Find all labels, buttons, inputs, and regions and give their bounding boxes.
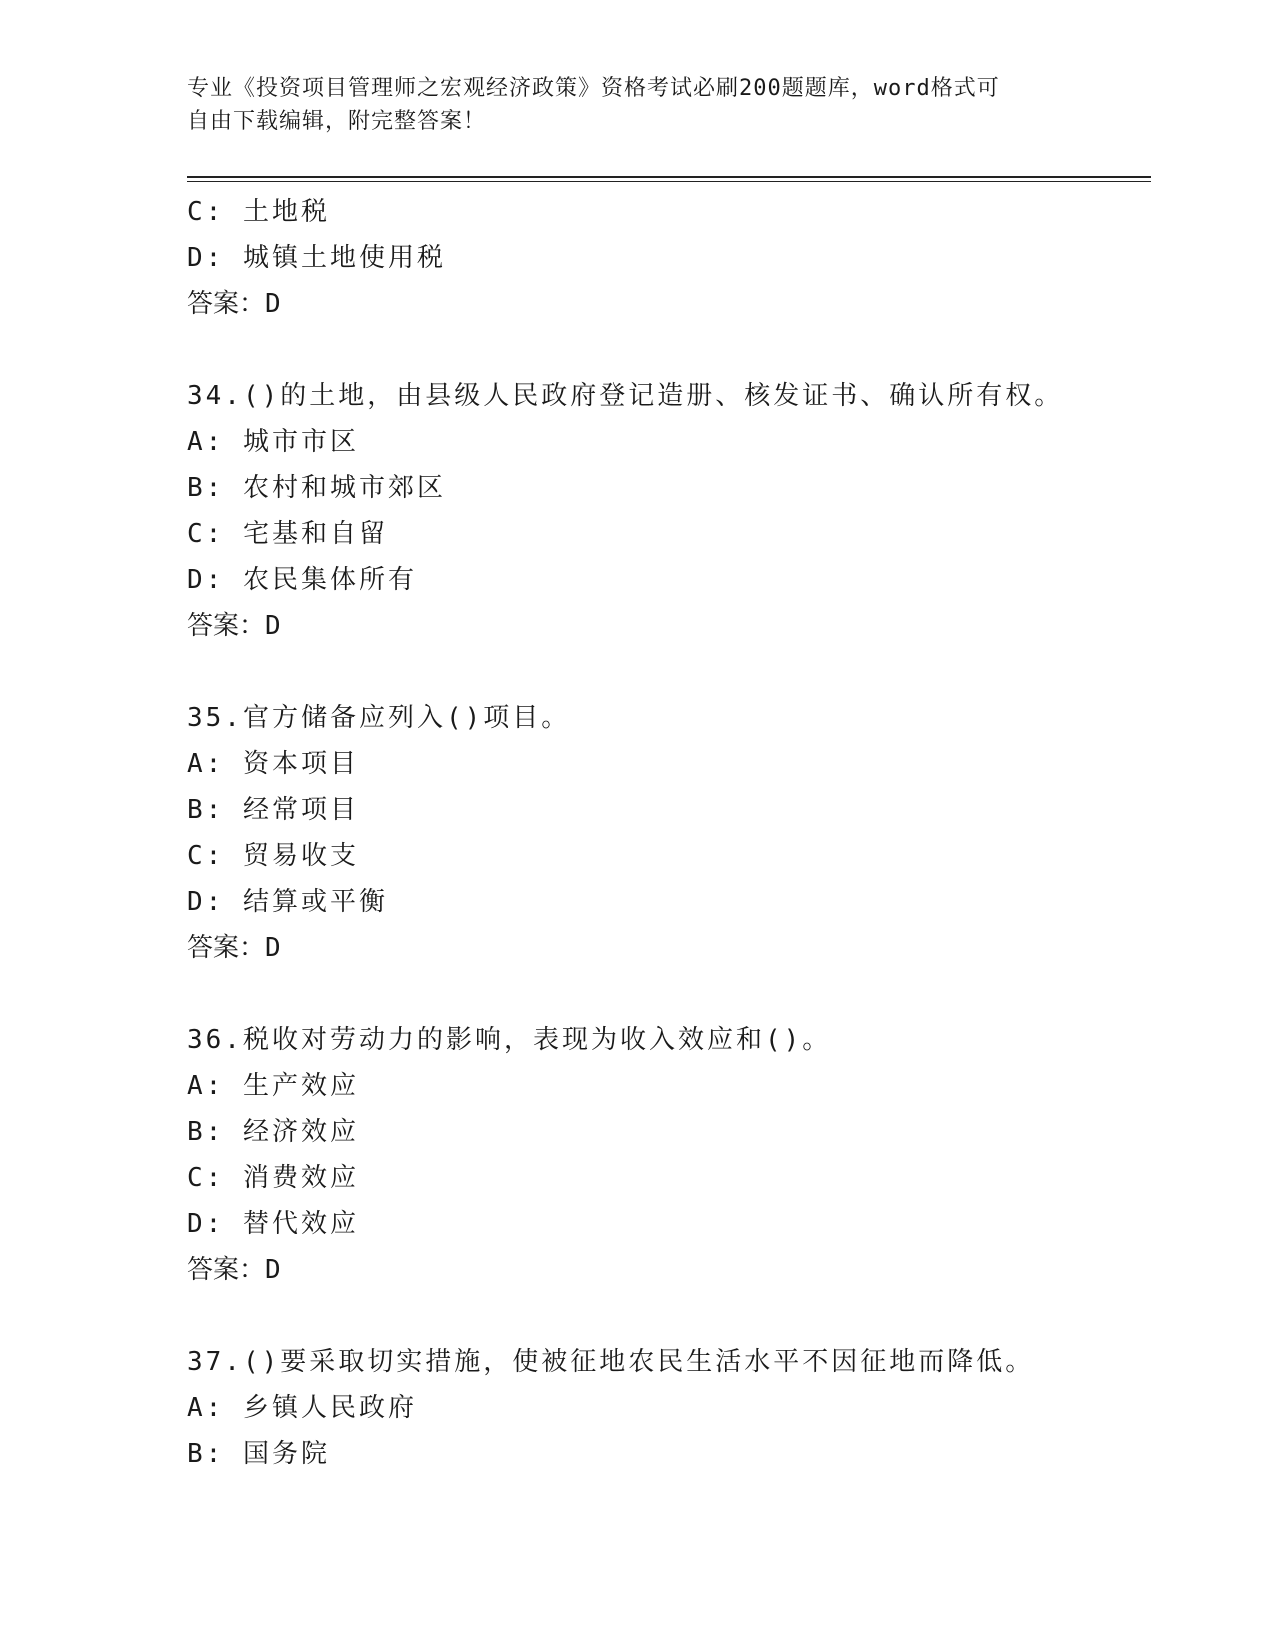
answer-value: D	[265, 1255, 281, 1285]
answer-value: D	[265, 611, 281, 641]
header-divider-thick	[187, 176, 1151, 178]
option-b: B: 经常项目	[187, 795, 359, 825]
option-a: A: 生产效应	[187, 1071, 359, 1101]
question-text: 35.官方储备应列入()项目。	[187, 703, 571, 733]
option-c: C: 土地税	[187, 197, 330, 227]
answer-line	[187, 603, 1151, 649]
question-list	[187, 189, 1151, 1477]
answer-line	[187, 1247, 1151, 1293]
question-33-continuation	[187, 189, 1151, 327]
question-34	[187, 373, 1151, 649]
option-a: A: 乡镇人民政府	[187, 1393, 417, 1423]
option-d: D: 城镇土地使用税	[187, 243, 446, 273]
answer-line	[187, 281, 1151, 327]
answer-value: D	[265, 933, 281, 963]
option-a: A: 资本项目	[187, 749, 359, 779]
option-c: C: 宅基和自留	[187, 519, 388, 549]
option-a: A: 城市市区	[187, 427, 359, 457]
option-d: D: 结算或平衡	[187, 887, 388, 917]
header-line-1: 专业《投资项目管理师之宏观经济政策》资格考试必刷200题题库，word格式可	[187, 76, 1000, 101]
answer-label: 答案：	[187, 289, 266, 319]
question-text: 36.税收对劳动力的影响，表现为收入效应和()。	[187, 1025, 832, 1055]
question-text: 37.()要采取切实措施，使被征地农民生活水平不因征地而降低。	[187, 1347, 1035, 1377]
option-c: C: 贸易收支	[187, 841, 359, 871]
option-c: C: 消费效应	[187, 1163, 359, 1193]
option-b: B: 农村和城市郊区	[187, 473, 446, 503]
answer-label: 答案：	[187, 933, 266, 963]
answer-label: 答案：	[187, 611, 266, 641]
option-d: D: 替代效应	[187, 1209, 359, 1239]
header-line-2: 自由下载编辑，附完整答案！	[187, 109, 487, 134]
option-b: B: 经济效应	[187, 1117, 359, 1147]
header-divider-thin	[187, 181, 1151, 182]
question-text: 34.()的土地，由县级人民政府登记造册、核发证书、确认所有权。	[187, 381, 1064, 411]
question-37	[187, 1339, 1151, 1477]
document-header	[187, 72, 1087, 138]
option-b: B: 国务院	[187, 1439, 330, 1469]
question-36	[187, 1017, 1151, 1293]
answer-value: D	[265, 289, 281, 319]
option-d: D: 农民集体所有	[187, 565, 417, 595]
answer-label: 答案：	[187, 1255, 266, 1285]
answer-line	[187, 925, 1151, 971]
question-35	[187, 695, 1151, 971]
